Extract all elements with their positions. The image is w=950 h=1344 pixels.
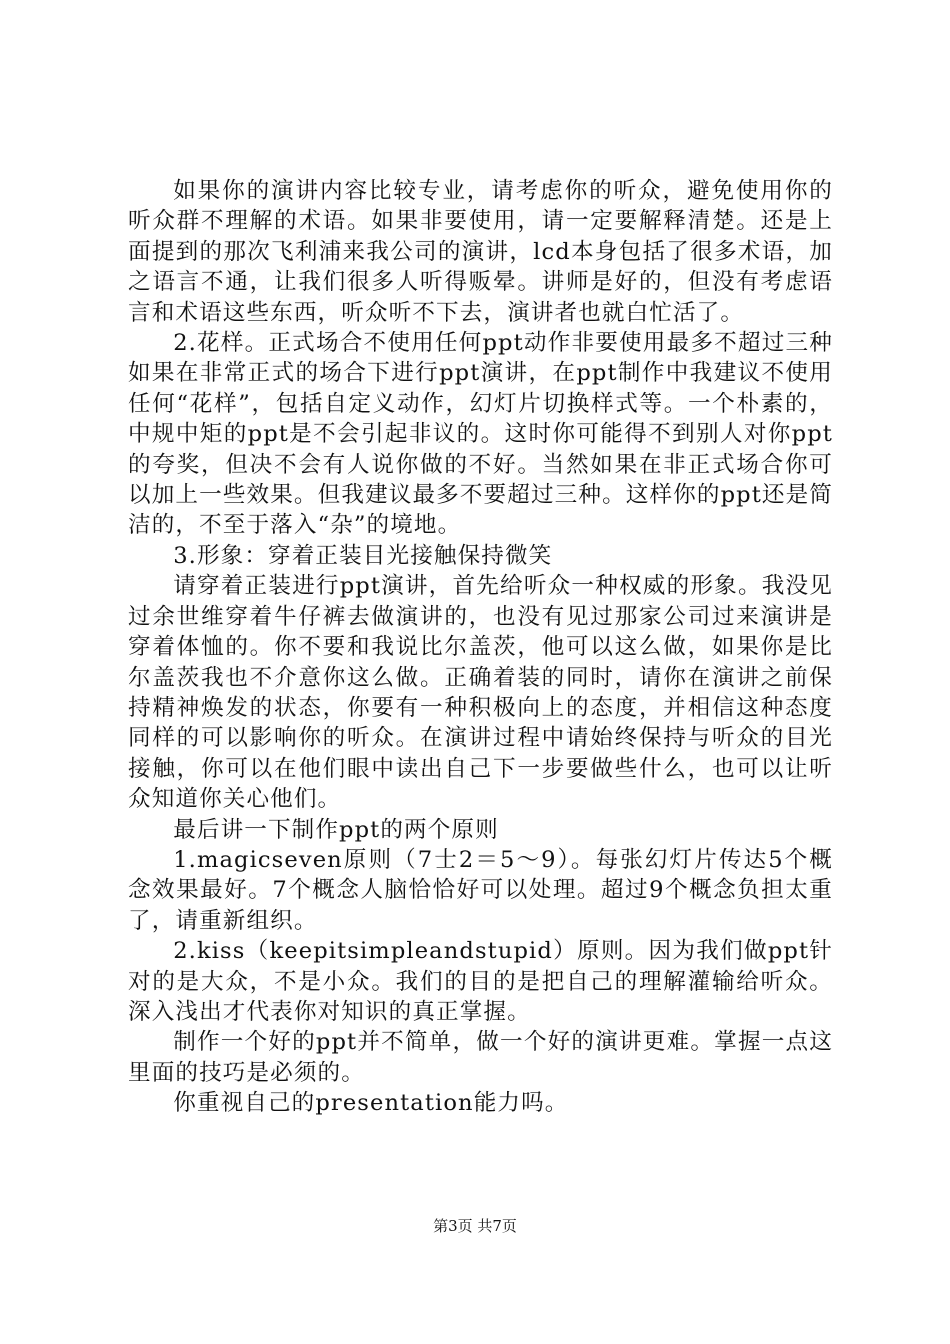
paragraph-jargon: 如果你的演讲内容比较专业，请考虑你的听众，避免使用你的听众群不理解的术语。如果非要使用，请一定要解释清楚。还是上面提到的那次飞利浦来我公司的演讲，lcd本身包括了很多术语，加之语言不通，让我们很多人听得贩晕。讲师是好的，但没有考虑语言和术语这些东西，听众听不下去，演讲者也就白忙活了。 xyxy=(128,178,833,326)
page-footer: 第3页 共7页 xyxy=(433,1217,517,1235)
body-text xyxy=(128,176,833,1119)
paragraph-dress: 请穿着正装进行ppt演讲，首先给听众一种权威的形象。我没见过余世维穿着牛仔裤去做演讲的，也没有见过那家公司过来演讲是穿着体恤的。你不要和我说比尔盖茨，他可以这么做，如果你是比尔盖茨我也不介意你这么做。正确着装的同时，请你在演讲之前保持精神焕发的状态，你要有一种积极向上的态度，并相信这种态度同样的可以影响你的听众。在演讲过程中请始终保持与听众的目光接触，你可以在他们眼中读出自己下一步要做些什么，也可以让听众知道你关心他们。 xyxy=(128,573,833,813)
paragraph-image-heading: 3.形象：穿着正装目光接触保持微笑 xyxy=(173,542,553,569)
paragraph-conclusion: 制作一个好的ppt并不简单，做一个好的演讲更难。掌握一点这里面的技巧是必须的。 xyxy=(128,1029,833,1086)
paragraph-effects: 2.花样。正式场合不使用任何ppt动作非要使用最多不超过三种如果在非常正式的场合下进行ppt演讲，在ppt制作中我建议不使用任何“花样”，包括自定义动作，幻灯片切换样式等。一个朴素的，中规中矩的ppt是不会引起非议的。这时你可能得不到别人对你ppt的夸奖，但决不会有人说你做的不好。当然如果在非正式场合你可以加上一些效果。但我建议最多不要超过三种。这样你的ppt还是简洁的，不至于落入“杂”的境地。 xyxy=(128,330,833,539)
paragraph-principles-heading: 最后讲一下制作ppt的两个原则 xyxy=(173,816,499,843)
paragraph-kiss: 2.kiss（keepitsimpleandstupid）原则。因为我们做ppt针对的是大众，不是小众。我们的目的是把自己的理解灌输给听众。深入浅出才代表你对知识的真正掌握。 xyxy=(128,938,833,1025)
paragraph-question: 你重视自己的presentation能力吗。 xyxy=(173,1090,569,1117)
paragraph-magic-seven: 1.magicseven原则（7士2＝5～9）。每张幻灯片传达5个概念效果最好。7个概念人脑恰恰好可以处理。超过9个概念负担太重了，请重新组织。 xyxy=(128,846,833,934)
